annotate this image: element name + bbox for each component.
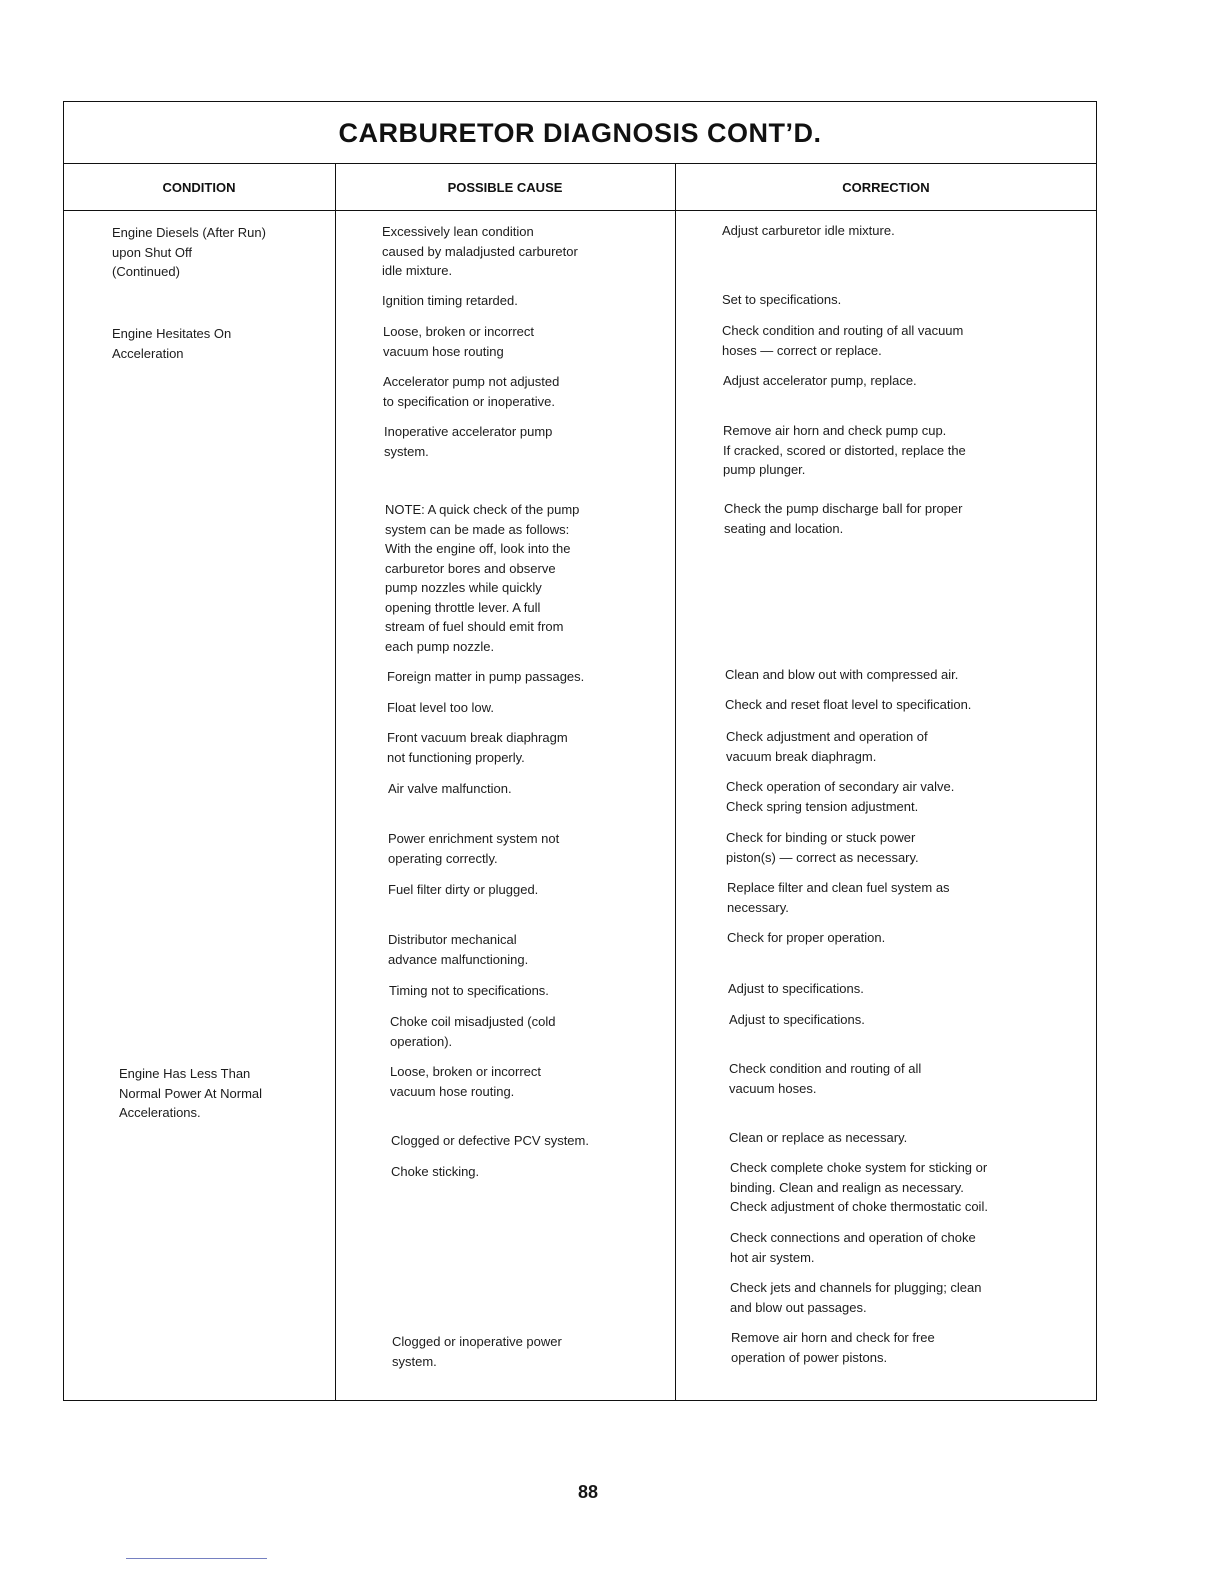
cause-entry bbox=[392, 1332, 562, 1371]
text-line: carburetor bores and observe bbox=[385, 560, 556, 576]
correction-entry bbox=[727, 878, 950, 917]
cause-entry bbox=[384, 422, 552, 461]
cause-entry bbox=[390, 1012, 555, 1051]
text-line: Front vacuum break diaphragm bbox=[387, 730, 568, 745]
correction-entry bbox=[725, 665, 958, 685]
text-line: system. bbox=[384, 443, 429, 459]
correction-entry bbox=[730, 1158, 988, 1217]
text-line: Check operation of secondary air valve. bbox=[726, 779, 955, 794]
text-line: Loose, broken or incorrect bbox=[390, 1064, 542, 1079]
text-line: Ignition timing retarded. bbox=[382, 293, 518, 308]
correction-entry bbox=[726, 828, 919, 867]
text-line: Check jets and channels for plugging; clean bbox=[730, 1280, 982, 1295]
text-line: Check spring tension adjustment. bbox=[726, 798, 919, 814]
header-correction: CORRECTION bbox=[842, 180, 930, 195]
cause-entry bbox=[387, 728, 568, 767]
cause-entry bbox=[388, 930, 528, 969]
text-line: Check condition and routing of all vacuum bbox=[722, 323, 964, 338]
text-line: necessary. bbox=[727, 899, 789, 915]
text-line: Normal Power At Normal bbox=[119, 1085, 263, 1101]
text-line: stream of fuel should emit from bbox=[385, 619, 564, 634]
cause-entry bbox=[382, 291, 518, 311]
text-line: Accelerations. bbox=[119, 1105, 201, 1120]
text-line: Clogged or defective PCV system. bbox=[391, 1133, 589, 1148]
text-line: upon Shut Off bbox=[112, 244, 192, 260]
text-line: binding. Clean and realign as necessary. bbox=[730, 1179, 964, 1195]
text-line: vacuum hose routing bbox=[383, 343, 504, 359]
cause-entry bbox=[391, 1162, 479, 1182]
correction-entry bbox=[731, 1328, 935, 1367]
text-line: If cracked, scored or distorted, replace the bbox=[723, 442, 966, 458]
title-rule bbox=[63, 163, 1097, 164]
cause-entry bbox=[387, 667, 584, 687]
text-line: operating correctly. bbox=[388, 850, 498, 866]
column-rule-1 bbox=[335, 163, 336, 1401]
text-line: vacuum hoses. bbox=[729, 1080, 817, 1096]
text-line: Choke sticking. bbox=[391, 1164, 480, 1179]
header-cause: POSSIBLE CAUSE bbox=[447, 180, 563, 195]
text-line: Check the pump discharge ball for proper bbox=[724, 501, 963, 516]
text-line: Check connections and operation of choke bbox=[730, 1230, 976, 1245]
text-line: Engine Diesels (After Run) bbox=[112, 225, 266, 240]
text-line: Clean or replace as necessary. bbox=[729, 1130, 908, 1145]
text-line: Adjust accelerator pump, replace. bbox=[723, 373, 917, 388]
text-line: Check adjustment and operation of bbox=[726, 729, 928, 744]
text-line: (Continued) bbox=[112, 264, 180, 279]
correction-entry bbox=[726, 777, 954, 816]
text-line: Accelerator pump not adjusted bbox=[383, 374, 560, 389]
correction-entry bbox=[726, 727, 928, 766]
text-line: Clean and blow out with compressed air. bbox=[725, 667, 959, 682]
page-number: 88 bbox=[577, 1482, 599, 1502]
text-line: vacuum hose routing. bbox=[390, 1083, 515, 1099]
correction-entry bbox=[722, 221, 895, 241]
text-line: hoses — correct or replace. bbox=[722, 342, 882, 358]
text-line: With the engine off, look into the bbox=[385, 541, 571, 556]
text-line: Float level too low. bbox=[387, 700, 494, 715]
correction-entry bbox=[722, 290, 841, 310]
text-line: Adjust to specifications. bbox=[728, 981, 864, 996]
text-line: Check condition and routing of all bbox=[729, 1061, 922, 1076]
cause-entry bbox=[383, 372, 559, 411]
text-line: Adjust to specifications. bbox=[729, 1012, 865, 1027]
text-line: piston(s) — correct as necessary. bbox=[726, 849, 919, 865]
text-line: seating and location. bbox=[724, 520, 844, 536]
cause-entry bbox=[389, 981, 549, 1001]
text-line: Clogged or inoperative power bbox=[392, 1334, 562, 1349]
correction-entry bbox=[729, 1010, 865, 1030]
text-line: Engine Hesitates On bbox=[112, 326, 232, 341]
text-line: Remove air horn and check for free bbox=[731, 1330, 935, 1345]
note-entry bbox=[385, 500, 579, 656]
text-line: Choke coil misadjusted (cold bbox=[390, 1014, 556, 1029]
text-line: Adjust carburetor idle mixture. bbox=[722, 223, 895, 238]
cause-entry bbox=[383, 322, 534, 361]
text-line: not functioning properly. bbox=[387, 749, 525, 765]
text-line: system. bbox=[392, 1353, 437, 1369]
cause-entry bbox=[391, 1131, 589, 1151]
text-line: Engine Has Less Than bbox=[119, 1066, 251, 1081]
correction-entry bbox=[730, 1228, 976, 1267]
cause-entry bbox=[387, 698, 494, 718]
text-line: hot air system. bbox=[730, 1249, 815, 1265]
cause-entry bbox=[390, 1062, 541, 1101]
correction-entry bbox=[729, 1128, 907, 1148]
text-line: Remove air horn and check pump cup. bbox=[723, 423, 947, 438]
text-line: and blow out passages. bbox=[730, 1299, 867, 1315]
text-line: Excessively lean condition bbox=[382, 224, 534, 239]
header-condition: CONDITION bbox=[162, 180, 236, 195]
text-line: vacuum break diaphragm. bbox=[726, 748, 877, 764]
text-line: Fuel filter dirty or plugged. bbox=[388, 882, 539, 897]
correction-entry bbox=[724, 499, 962, 538]
text-line: opening throttle lever. A full bbox=[385, 599, 541, 615]
text-line: system can be made as follows: bbox=[385, 521, 570, 537]
text-line: Foreign matter in pump passages. bbox=[387, 669, 585, 684]
correction-entry bbox=[728, 979, 864, 999]
text-line: Power enrichment system not bbox=[388, 831, 560, 846]
text-line: caused by maladjusted carburetor bbox=[382, 243, 578, 259]
text-line: each pump nozzle. bbox=[385, 638, 495, 654]
column-rule-2 bbox=[675, 163, 676, 1401]
cause-entry bbox=[388, 880, 538, 900]
correction-entry bbox=[730, 1278, 982, 1317]
text-line: Timing not to specifications. bbox=[389, 983, 549, 998]
text-line: Distributor mechanical bbox=[388, 932, 517, 947]
text-line: Loose, broken or incorrect bbox=[383, 324, 535, 339]
page-title: CARBURETOR DIAGNOSIS CONT’D. bbox=[338, 118, 822, 148]
cause-entry bbox=[388, 779, 512, 799]
correction-entry bbox=[725, 695, 971, 715]
text-line: Inoperative accelerator pump bbox=[384, 424, 553, 439]
text-line: Check for proper operation. bbox=[727, 930, 886, 945]
cause-entry bbox=[388, 829, 559, 868]
text-line: operation of power pistons. bbox=[731, 1349, 888, 1365]
text-line: Air valve malfunction. bbox=[388, 781, 512, 796]
text-line: pump plunger. bbox=[723, 462, 806, 477]
correction-entry bbox=[727, 928, 885, 948]
text-line: Set to specifications. bbox=[722, 292, 842, 307]
text-line: Check adjustment of choke thermostatic coil. bbox=[730, 1199, 988, 1214]
condition-entry bbox=[112, 324, 231, 363]
correction-entry bbox=[729, 1059, 921, 1098]
text-line: Check and reset float level to specification. bbox=[725, 697, 972, 712]
text-line: to specification or inoperative. bbox=[383, 393, 555, 409]
text-line: advance malfunctioning. bbox=[388, 951, 529, 967]
text-line: pump nozzles while quickly bbox=[385, 580, 542, 595]
text-line: NOTE: A quick check of the pump bbox=[385, 502, 580, 517]
correction-entry bbox=[723, 421, 966, 480]
text-line: Check complete choke system for sticking or bbox=[730, 1160, 988, 1175]
header-rule bbox=[63, 210, 1097, 211]
text-line: Acceleration bbox=[112, 345, 184, 361]
text-line: Replace filter and clean fuel system as bbox=[727, 880, 950, 895]
text-line: Check for binding or stuck power bbox=[726, 830, 916, 845]
correction-entry bbox=[723, 371, 917, 391]
correction-entry bbox=[722, 321, 963, 360]
text-line: operation). bbox=[390, 1033, 453, 1049]
condition-entry bbox=[119, 1064, 262, 1123]
scan-mark bbox=[126, 1558, 267, 1559]
text-line: idle mixture. bbox=[382, 263, 453, 278]
condition-entry bbox=[112, 223, 266, 282]
cause-entry bbox=[382, 222, 578, 281]
